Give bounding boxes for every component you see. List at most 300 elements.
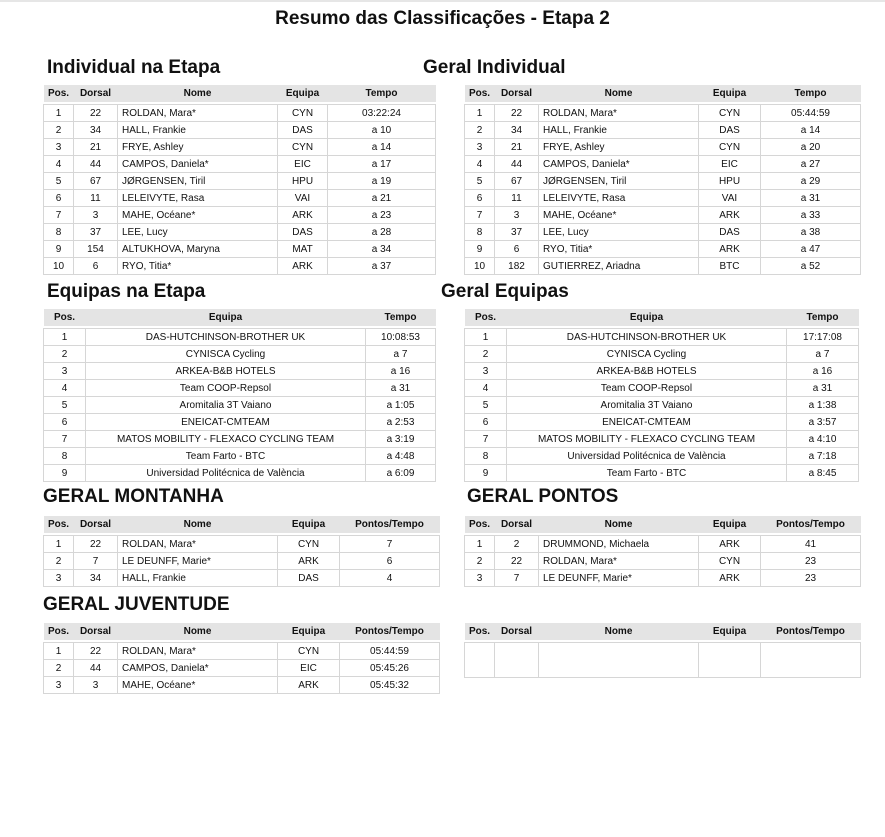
table-cell: 44 [74,660,118,677]
table-cell: ARK [278,258,328,275]
column-header: Pos. [44,85,74,102]
table-cell: 2 [44,346,86,363]
table-cell: 8 [44,448,86,465]
table-cell: ROLDAN, Mara* [539,553,699,570]
empty-cell [761,643,861,678]
header-row [44,309,436,326]
table-cell: ROLDAN, Mara* [118,536,278,553]
column-header: Pos. [44,516,74,533]
column-header: Equipa [278,85,328,102]
table-cell: ARKEA-B&B HOTELS [507,363,787,380]
column-header: Pontos/Tempo [761,623,861,640]
table-row [44,570,440,587]
table-cell: a 6:09 [366,465,436,482]
table-cell: a 7 [366,346,436,363]
table-row [44,241,436,258]
table-cell: HALL, Frankie [118,122,278,139]
table-cell: 3 [44,139,74,156]
table-cell: LELEIVYTE, Rasa [118,190,278,207]
table-cell: 5 [44,397,86,414]
empty-cell [699,643,761,678]
table-cell: a 34 [328,241,436,258]
table-cell: 41 [761,536,861,553]
table-cell: Aromitalia 3T Vaiano [86,397,366,414]
table-cell: EIC [278,660,340,677]
table-cell: EIC [278,156,328,173]
table-row [465,329,859,346]
table-cell: 8 [465,448,507,465]
table-row [44,448,436,465]
column-header: Nome [118,85,278,102]
column-header: Pontos/Tempo [340,623,440,640]
table-cell: ARK [699,207,761,224]
table-cell: Team Farto - BTC [507,465,787,482]
table-cell: 2 [44,122,74,139]
table-cell: 34 [74,570,118,587]
table-cell: a 16 [366,363,436,380]
document-title: Resumo das Classificações - Etapa 2 [275,8,610,29]
table-cell: a 20 [761,139,861,156]
table-cell: 21 [495,139,539,156]
table-cell: MAHE, Océane* [118,207,278,224]
table-row [465,553,861,570]
header-row [465,85,861,102]
table-cell: Team COOP-Repsol [86,380,366,397]
table-cell: 7 [495,570,539,587]
column-header: Equipa [699,623,761,640]
general-individual-title: Geral Individual [423,57,566,78]
table-row [465,241,861,258]
table-cell: DAS [699,122,761,139]
table-cell: a 14 [761,122,861,139]
table-cell: DAS [699,224,761,241]
header-row [44,85,436,102]
empty-cell [495,643,539,678]
table-cell: Aromitalia 3T Vaiano [507,397,787,414]
table-cell: 154 [74,241,118,258]
table-cell: a 3:57 [787,414,859,431]
table-cell: CYN [278,643,340,660]
table-cell: 3 [74,677,118,694]
table-row [44,465,436,482]
stage-teams-title: Equipas na Etapa [47,281,206,302]
table-cell: CYN [278,139,328,156]
table-cell: JØRGENSEN, Tiril [539,173,699,190]
mountain-title: GERAL MONTANHA [43,486,224,507]
table-cell: a 31 [787,380,859,397]
table-cell: ARK [699,536,761,553]
table-row [465,397,859,414]
column-header: Nome [539,623,699,640]
table-cell: 3 [465,139,495,156]
stage-individual-table [43,85,436,275]
general-teams-table [464,309,859,482]
table-cell: 3 [44,363,86,380]
table-cell: ARKEA-B&B HOTELS [86,363,366,380]
table-cell: 3 [44,570,74,587]
table-cell: CYNISCA Cycling [507,346,787,363]
column-header: Pontos/Tempo [761,516,861,533]
column-header: Dorsal [495,85,539,102]
table-cell: a 21 [328,190,436,207]
table-row [465,448,859,465]
table-cell: DAS-HUTCHINSON-BROTHER UK [507,329,787,346]
table-cell: ALTUKHOVA, Maryna [118,241,278,258]
general-teams-title: Geral Equipas [441,281,569,302]
table-cell: MAHE, Océane* [118,677,278,694]
table-row [44,380,436,397]
points-title: GERAL PONTOS [467,486,619,507]
table-cell: a 28 [328,224,436,241]
table-cell: a 16 [787,363,859,380]
table-cell: 22 [74,536,118,553]
table-cell: 21 [74,139,118,156]
table-cell: 6 [74,258,118,275]
table-row [44,660,440,677]
table-cell: 2 [465,122,495,139]
table-cell: CAMPOS, Daniela* [118,660,278,677]
table-cell: 10 [465,258,495,275]
table-cell: Team Farto - BTC [86,448,366,465]
table-cell: 05:44:59 [340,643,440,660]
table-cell: CAMPOS, Daniela* [118,156,278,173]
table-row [44,346,436,363]
table-row [44,139,436,156]
stage-individual-title: Individual na Etapa [47,57,221,78]
table-cell: 5 [465,173,495,190]
table-row [44,536,440,553]
table-cell: 6 [44,190,74,207]
table-cell: 8 [465,224,495,241]
column-header: Equipa [86,309,366,326]
table-cell: 8 [44,224,74,241]
column-header: Equipa [278,516,340,533]
table-cell: MATOS MOBILITY - FLEXACO CYCLING TEAM [507,431,787,448]
column-header: Tempo [787,309,859,326]
table-cell: 1 [465,536,495,553]
table-cell: HALL, Frankie [539,122,699,139]
table-cell: CYN [699,139,761,156]
column-header: Pos. [465,85,495,102]
table-cell: 1 [465,105,495,122]
header-row [44,623,440,640]
table-row [44,397,436,414]
table-cell: 3 [44,677,74,694]
table-cell: 182 [495,258,539,275]
column-header: Dorsal [74,516,118,533]
table-cell: LE DEUNFF, Marie* [539,570,699,587]
table-cell: 23 [761,570,861,587]
table-cell: MATOS MOBILITY - FLEXACO CYCLING TEAM [86,431,366,448]
table-cell: ARK [699,570,761,587]
column-header: Dorsal [495,623,539,640]
table-cell: a 4:48 [366,448,436,465]
table-cell: ARK [278,207,328,224]
table-cell: 3 [465,363,507,380]
table-cell: 6 [44,414,86,431]
table-cell: a 2:53 [366,414,436,431]
table-cell: ENEICAT-CMTEAM [86,414,366,431]
table-row [44,553,440,570]
table-cell: DAS [278,570,340,587]
table-cell: MAHE, Océane* [539,207,699,224]
table-cell: 7 [465,431,507,448]
table-cell: 10 [44,258,74,275]
table-cell: 4 [44,156,74,173]
table-cell: a 7 [787,346,859,363]
table-cell: 03:22:24 [328,105,436,122]
table-cell: DAS [278,224,328,241]
table-cell: 9 [465,241,495,258]
table-cell: 9 [44,465,86,482]
table-cell: 2 [44,660,74,677]
column-header: Equipa [507,309,787,326]
table-row [44,224,436,241]
table-cell: LE DEUNFF, Marie* [118,553,278,570]
table-cell: 7 [340,536,440,553]
table-cell: DAS [278,122,328,139]
table-cell: 9 [44,241,74,258]
table-cell: VAI [699,190,761,207]
table-cell: 1 [44,329,86,346]
column-header: Tempo [761,85,861,102]
table-cell: 22 [74,105,118,122]
header-row [465,309,859,326]
table-row [465,536,861,553]
table-cell: a 31 [761,190,861,207]
table-cell: 23 [761,553,861,570]
table-cell: RYO, Titia* [118,258,278,275]
table-cell: 3 [465,570,495,587]
table-cell: 5 [44,173,74,190]
table-cell: 4 [465,380,507,397]
empty-cell [539,643,699,678]
table-cell: 1 [44,105,74,122]
table-row [44,431,436,448]
table-cell: 11 [74,190,118,207]
table-row [465,105,861,122]
table-cell: 22 [495,553,539,570]
table-cell: 1 [465,329,507,346]
table-cell: 7 [74,553,118,570]
table-cell: LEE, Lucy [539,224,699,241]
column-header: Pos. [44,623,74,640]
table-cell: a 47 [761,241,861,258]
table-row [44,122,436,139]
table-cell: BTC [699,258,761,275]
table-cell: CYN [278,536,340,553]
column-header: Dorsal [74,623,118,640]
table-cell: Universidad Politécnica de València [86,465,366,482]
table-cell: DAS-HUTCHINSON-BROTHER UK [86,329,366,346]
table-cell: a 38 [761,224,861,241]
table-row [44,207,436,224]
table-cell: DRUMMOND, Michaela [539,536,699,553]
table-row [44,363,436,380]
points-table [464,516,861,587]
table-cell: ROLDAN, Mara* [118,643,278,660]
table-cell: 37 [74,224,118,241]
table-cell: a 14 [328,139,436,156]
table-row [44,643,440,660]
column-header: Nome [118,623,278,640]
table-cell: 4 [44,380,86,397]
table-cell: a 3:19 [366,431,436,448]
table-row [44,105,436,122]
table-cell: 1 [44,643,74,660]
table-cell: 9 [465,465,507,482]
table-cell: a 7:18 [787,448,859,465]
column-header: Pos. [465,309,507,326]
table-cell: ROLDAN, Mara* [118,105,278,122]
table-cell: 44 [74,156,118,173]
table-row [44,156,436,173]
table-row [44,258,436,275]
header-row [465,623,861,640]
table-cell: VAI [278,190,328,207]
table-row [465,258,861,275]
column-header: Equipa [278,623,340,640]
column-header: Dorsal [74,85,118,102]
stage-teams-table [43,309,436,482]
table-row [465,122,861,139]
table-cell: 7 [44,431,86,448]
table-cell: RYO, Titia* [539,241,699,258]
table-cell: 6 [340,553,440,570]
general-individual-table [464,85,861,275]
table-row [44,173,436,190]
header-row [44,516,440,533]
table-cell: 3 [495,207,539,224]
table-cell: a 31 [366,380,436,397]
table-cell: 7 [465,207,495,224]
table-row [44,677,440,694]
table-cell: 22 [495,105,539,122]
table-row [465,207,861,224]
table-cell: 2 [465,553,495,570]
table-row [465,190,861,207]
table-cell: Team COOP-Repsol [507,380,787,397]
column-header: Tempo [366,309,436,326]
table-cell: ARK [278,553,340,570]
header-row [465,516,861,533]
table-cell: FRYE, Ashley [118,139,278,156]
table-cell: 6 [465,190,495,207]
table-row [465,346,859,363]
table-cell: 4 [465,156,495,173]
table-cell: Universidad Politécnica de València [507,448,787,465]
table-cell: FRYE, Ashley [539,139,699,156]
table-row [44,329,436,346]
table-cell: a 52 [761,258,861,275]
empty-row [465,643,861,678]
column-header: Nome [539,85,699,102]
table-cell: JØRGENSEN, Tiril [118,173,278,190]
table-cell: 6 [495,241,539,258]
table-cell: a 1:05 [366,397,436,414]
table-cell: MAT [278,241,328,258]
column-header: Pos. [44,309,86,326]
table-cell: CYN [699,105,761,122]
table-cell: HPU [699,173,761,190]
table-cell: 34 [495,122,539,139]
table-cell: LEE, Lucy [118,224,278,241]
table-cell: 7 [44,207,74,224]
table-cell: 5 [465,397,507,414]
table-cell: 67 [495,173,539,190]
column-header: Equipa [699,516,761,533]
table-cell: ROLDAN, Mara* [539,105,699,122]
table-row [465,173,861,190]
table-cell: HALL, Frankie [118,570,278,587]
table-cell: 05:44:59 [761,105,861,122]
table-cell: a 33 [761,207,861,224]
table-cell: HPU [278,173,328,190]
table-cell: 10:08:53 [366,329,436,346]
table-cell: ENEICAT-CMTEAM [507,414,787,431]
table-cell: ARK [699,241,761,258]
column-header: Pontos/Tempo [340,516,440,533]
table-cell: 17:17:08 [787,329,859,346]
table-cell: CYN [699,553,761,570]
table-row [44,190,436,207]
table-cell: 05:45:26 [340,660,440,677]
table-cell: 6 [465,414,507,431]
youth-empty-table [464,623,861,678]
table-row [465,570,861,587]
table-cell: CAMPOS, Daniela* [539,156,699,173]
table-cell: 2 [44,553,74,570]
youth-table [43,623,440,694]
table-cell: CYN [278,105,328,122]
table-cell: a 23 [328,207,436,224]
table-cell: 05:45:32 [340,677,440,694]
table-cell: a 29 [761,173,861,190]
table-row [465,414,859,431]
table-cell: 22 [74,643,118,660]
table-row [465,363,859,380]
table-cell: a 19 [328,173,436,190]
column-header: Nome [539,516,699,533]
mountain-table [43,516,440,587]
table-cell: 4 [340,570,440,587]
column-header: Pos. [465,623,495,640]
table-cell: a 27 [761,156,861,173]
table-cell: 2 [465,346,507,363]
column-header: Dorsal [495,516,539,533]
column-header: Tempo [328,85,436,102]
table-row [465,431,859,448]
table-cell: ARK [278,677,340,694]
table-row [465,465,859,482]
table-cell: 34 [74,122,118,139]
column-header: Nome [118,516,278,533]
youth-title: GERAL JUVENTUDE [43,594,230,615]
table-cell: LELEIVYTE, Rasa [539,190,699,207]
table-cell: a 17 [328,156,436,173]
table-cell: 44 [495,156,539,173]
empty-cell [465,643,495,678]
top-border [0,0,885,2]
table-cell: 67 [74,173,118,190]
table-cell: a 37 [328,258,436,275]
table-cell: a 10 [328,122,436,139]
table-cell: CYNISCA Cycling [86,346,366,363]
table-cell: 2 [495,536,539,553]
table-row [44,414,436,431]
table-row [465,380,859,397]
table-cell: 3 [74,207,118,224]
